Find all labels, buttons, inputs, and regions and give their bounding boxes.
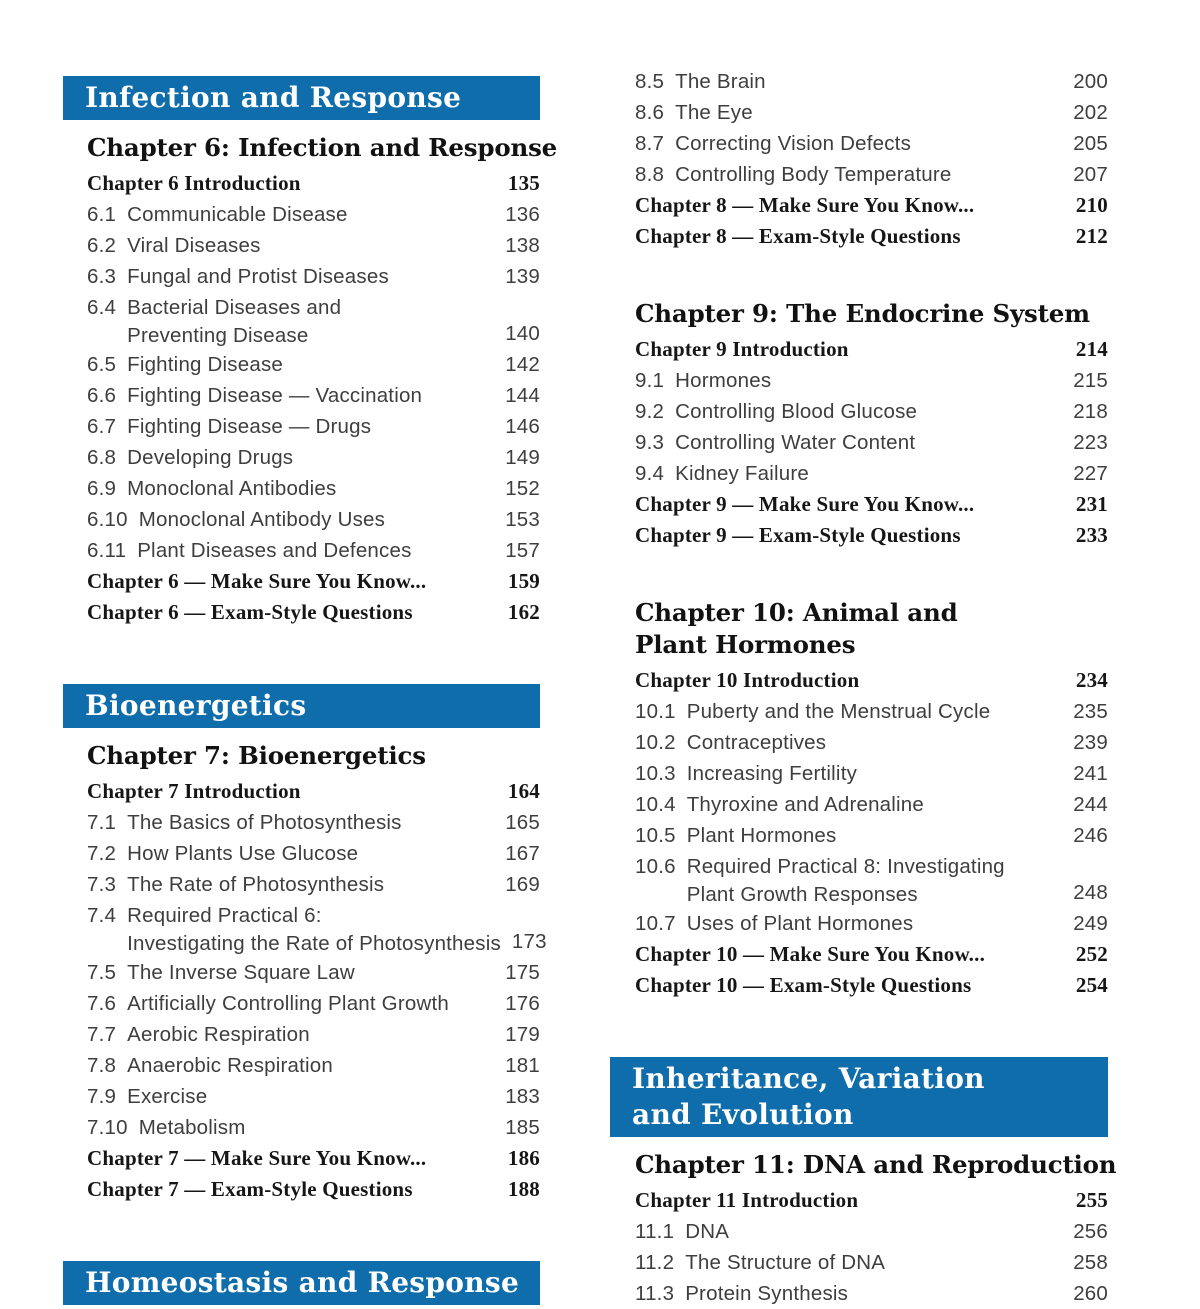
toc-entry-page: 260 bbox=[1073, 1282, 1108, 1305]
toc-entry-page: 233 bbox=[1075, 523, 1108, 547]
toc-row bbox=[635, 221, 1108, 252]
toc-entry-title: The Inverse Square Law bbox=[127, 961, 355, 984]
toc-entry-page: 135 bbox=[507, 171, 540, 195]
toc-entry-page: 241 bbox=[1073, 762, 1108, 785]
toc-entry-number: 11.3 bbox=[635, 1282, 675, 1305]
chapter-heading bbox=[635, 298, 1108, 330]
toc-entry-title: Fighting Disease — Drugs bbox=[127, 415, 372, 438]
toc-entry-page: 227 bbox=[1073, 462, 1108, 485]
toc-row bbox=[635, 520, 1108, 551]
section-banner-text: and Evolution bbox=[632, 1098, 854, 1131]
toc-entry-title: Chapter 7 — Exam-Style Questions bbox=[87, 1177, 413, 1201]
toc-entry-title: Correcting Vision Defects bbox=[675, 132, 912, 155]
toc-entry-page: 223 bbox=[1073, 431, 1108, 454]
toc-entry-title: Metabolism bbox=[138, 1116, 246, 1139]
toc-entry-title: Puberty and the Menstrual Cycle bbox=[686, 700, 991, 723]
toc-entry-page: 256 bbox=[1073, 1220, 1108, 1243]
toc-entry-page: 200 bbox=[1073, 70, 1108, 93]
toc-entry-number: 6.10 bbox=[87, 508, 128, 531]
toc-entry-title: How Plants Use Glucose bbox=[127, 842, 359, 865]
toc-row bbox=[87, 1050, 540, 1081]
toc-row bbox=[635, 851, 1108, 908]
toc-row bbox=[635, 128, 1108, 159]
toc-row bbox=[87, 473, 540, 504]
toc-entry-title: Chapter 11 Introduction bbox=[635, 1188, 859, 1212]
toc-entry-page: 202 bbox=[1073, 101, 1108, 124]
toc-row bbox=[87, 566, 540, 597]
toc-rows bbox=[87, 168, 540, 628]
toc-entry-number: 6.7 bbox=[87, 415, 117, 438]
toc-entry-title: Fungal and Protist Diseases bbox=[127, 265, 389, 288]
toc-entry-title: Viral Diseases bbox=[127, 234, 261, 257]
toc-rows bbox=[87, 776, 547, 1205]
toc-row bbox=[87, 838, 540, 869]
toc-entry-title: Chapter 10 — Make Sure You Know... bbox=[635, 942, 986, 966]
toc-entry-page: 252 bbox=[1075, 942, 1108, 966]
toc-entry-number: 7.5 bbox=[87, 961, 117, 984]
toc-entry-title: The Rate of Photosynthesis bbox=[127, 873, 385, 896]
toc-entry-number: 9.4 bbox=[635, 462, 665, 485]
toc-entry-title: Chapter 9 — Exam-Style Questions bbox=[635, 523, 961, 547]
toc-row bbox=[87, 900, 547, 957]
chapter-heading-text: Chapter 7: Bioenergetics bbox=[87, 741, 426, 770]
toc-entry-title: Controlling Body Temperature bbox=[675, 163, 952, 186]
toc-entry-number: 6.5 bbox=[87, 353, 117, 376]
toc-row bbox=[87, 411, 540, 442]
toc-entry-title: Chapter 7 — Make Sure You Know... bbox=[87, 1146, 427, 1170]
toc-entry-page: 146 bbox=[505, 415, 540, 438]
toc-entry-title: Plant Hormones bbox=[686, 824, 837, 847]
toc-entry-title: Monoclonal Antibody Uses bbox=[138, 508, 386, 531]
toc-entry-title: The Basics of Photosynthesis bbox=[127, 811, 402, 834]
toc-section bbox=[63, 1261, 540, 1305]
toc-entry-title: Controlling Water Content bbox=[675, 431, 916, 454]
toc-row bbox=[87, 535, 540, 566]
toc-rows bbox=[635, 334, 1108, 551]
toc-entry-page: 186 bbox=[507, 1146, 540, 1170]
toc-section bbox=[63, 684, 547, 1205]
toc-row bbox=[635, 970, 1108, 1001]
toc-entry-title: Chapter 6 Introduction bbox=[87, 171, 301, 195]
toc-entry-title: Aerobic Respiration bbox=[127, 1023, 310, 1046]
toc-row bbox=[635, 1185, 1108, 1216]
toc-entry-title: Uses of Plant Hormones bbox=[686, 912, 914, 935]
toc-entry-number: 7.7 bbox=[87, 1023, 117, 1046]
toc-entry-page: 138 bbox=[505, 234, 540, 257]
section-banner-text: Infection and Response bbox=[85, 81, 462, 114]
section-banner bbox=[610, 1057, 1108, 1137]
toc-entry-title: Protein Synthesis bbox=[685, 1282, 849, 1305]
toc-entry-page: 169 bbox=[505, 873, 540, 896]
toc-entry-page: 149 bbox=[505, 446, 540, 469]
toc-row bbox=[635, 696, 1108, 727]
toc-entry-page: 183 bbox=[505, 1085, 540, 1108]
toc-row bbox=[635, 427, 1108, 458]
toc-entry-page: 165 bbox=[505, 811, 540, 834]
toc-row bbox=[635, 1278, 1108, 1309]
toc-row bbox=[635, 727, 1108, 758]
toc-entry-number: 10.7 bbox=[635, 912, 676, 935]
toc-entry-number: 6.4 bbox=[87, 296, 117, 319]
toc-entry-number: 7.10 bbox=[87, 1116, 128, 1139]
toc-left-column bbox=[63, 0, 558, 1305]
toc-row bbox=[635, 758, 1108, 789]
toc-entry-title: Monoclonal Antibodies bbox=[127, 477, 337, 500]
toc-rows bbox=[635, 1185, 1108, 1309]
toc-entry-page: 215 bbox=[1073, 369, 1108, 392]
toc-row bbox=[635, 458, 1108, 489]
toc-entry-number: 7.1 bbox=[87, 811, 117, 834]
toc-entry-title: Artificially Controlling Plant Growth bbox=[127, 992, 449, 1015]
chapter-heading-text: Chapter 6: Infection and Response bbox=[87, 133, 558, 162]
toc-entry-page: 244 bbox=[1073, 793, 1108, 816]
toc-entry-page: 254 bbox=[1075, 973, 1108, 997]
toc-entry-title: Hormones bbox=[675, 369, 772, 392]
chapter-heading bbox=[87, 740, 540, 772]
toc-entry-title: Bacterial Diseases and Preventing Disease bbox=[127, 292, 494, 349]
toc-row bbox=[87, 776, 540, 807]
toc-entry-title: Fighting Disease — Vaccination bbox=[127, 384, 423, 407]
toc-entry-page: 188 bbox=[507, 1177, 540, 1201]
toc-entry-number: 7.2 bbox=[87, 842, 117, 865]
toc-entry-title: Developing Drugs bbox=[127, 446, 294, 469]
toc-entry-number: 8.8 bbox=[635, 163, 665, 186]
toc-entry-page: 214 bbox=[1075, 337, 1108, 361]
toc-entry-title: Chapter 8 — Make Sure You Know... bbox=[635, 193, 975, 217]
toc-row bbox=[87, 1112, 540, 1143]
toc-entry-title: Controlling Blood Glucose bbox=[675, 400, 918, 423]
toc-row bbox=[87, 442, 540, 473]
toc-entry-title: The Structure of DNA bbox=[685, 1251, 886, 1274]
toc-entry-title: Chapter 10 — Exam-Style Questions bbox=[635, 973, 972, 997]
toc-row bbox=[87, 1019, 540, 1050]
toc-row bbox=[87, 807, 540, 838]
toc-entry-page: 167 bbox=[505, 842, 540, 865]
toc-entry-title: Fighting Disease bbox=[127, 353, 283, 376]
toc-entry-number: 9.2 bbox=[635, 400, 665, 423]
toc-entry-page: 144 bbox=[505, 384, 540, 407]
toc-entry-number: 8.7 bbox=[635, 132, 665, 155]
toc-row bbox=[635, 190, 1108, 221]
section-banner-text: Inheritance, Variation bbox=[632, 1062, 985, 1095]
toc-entry-page: 179 bbox=[505, 1023, 540, 1046]
toc-entry-title: The Brain bbox=[675, 70, 766, 93]
toc-entry-title: Anaerobic Respiration bbox=[127, 1054, 334, 1077]
toc-entry-number: 7.8 bbox=[87, 1054, 117, 1077]
chapter-heading-text: Chapter 9: The Endocrine System bbox=[635, 299, 1090, 328]
toc-entry-page: 164 bbox=[507, 779, 540, 803]
toc-entry-page: 207 bbox=[1073, 163, 1108, 186]
toc-entry-page: 139 bbox=[505, 265, 540, 288]
toc-entry-page: 234 bbox=[1075, 668, 1108, 692]
toc-section bbox=[610, 66, 1108, 252]
toc-entry-page: 157 bbox=[505, 539, 540, 562]
toc-entry-title: Chapter 8 — Exam-Style Questions bbox=[635, 224, 961, 248]
toc-entry-title: Chapter 6 — Exam-Style Questions bbox=[87, 600, 413, 624]
toc-section bbox=[63, 76, 558, 628]
toc-entry-page: 181 bbox=[505, 1054, 540, 1077]
toc-entry-number: 6.11 bbox=[87, 539, 127, 562]
toc-entry-title: Chapter 9 Introduction bbox=[635, 337, 849, 361]
toc-entry-page: 212 bbox=[1075, 224, 1108, 248]
toc-entry-title: The Eye bbox=[675, 101, 753, 124]
toc-entry-title: Communicable Disease bbox=[127, 203, 348, 226]
toc-entry-page: 258 bbox=[1073, 1251, 1108, 1274]
toc-entry-title-continuation: Preventing Disease bbox=[127, 324, 309, 347]
section-banner bbox=[63, 1261, 540, 1305]
toc-row bbox=[635, 789, 1108, 820]
toc-row bbox=[87, 504, 540, 535]
toc-entry-page: 231 bbox=[1075, 492, 1108, 516]
toc-entry-number: 7.9 bbox=[87, 1085, 117, 1108]
toc-entry-title: Exercise bbox=[127, 1085, 208, 1108]
toc-row bbox=[87, 230, 540, 261]
chapter-heading bbox=[87, 132, 558, 164]
toc-entry-title: Required Practical 8: Investigating Plant Growth Responses bbox=[687, 851, 1062, 908]
toc-row bbox=[87, 1081, 540, 1112]
toc-row bbox=[87, 349, 540, 380]
toc-row bbox=[635, 1247, 1108, 1278]
toc-entry-title: Chapter 10 Introduction bbox=[635, 668, 860, 692]
chapter-heading bbox=[635, 1149, 1117, 1181]
chapter-heading-text: Chapter 11: DNA and Reproduction bbox=[635, 1150, 1117, 1179]
chapter-heading-text: Chapter 10: Animal and bbox=[635, 598, 958, 627]
toc-row bbox=[635, 820, 1108, 851]
toc-row bbox=[87, 869, 540, 900]
toc-rows bbox=[635, 665, 1108, 1001]
toc-entry-title: Plant Diseases and Defences bbox=[137, 539, 412, 562]
toc-entry-title: DNA bbox=[685, 1220, 730, 1243]
toc-entry-number: 10.5 bbox=[635, 824, 676, 847]
toc-entry-title: Thyroxine and Adrenaline bbox=[686, 793, 924, 816]
section-banner-text: Bioenergetics bbox=[85, 689, 307, 722]
toc-entry-page: 176 bbox=[505, 992, 540, 1015]
toc-entry-page: 162 bbox=[507, 600, 540, 624]
toc-entry-title: Chapter 9 — Make Sure You Know... bbox=[635, 492, 975, 516]
toc-row bbox=[635, 939, 1108, 970]
toc-entry-title: Required Practical 6: Investigating the Rate of Photosynthesis bbox=[127, 904, 501, 955]
toc-section bbox=[610, 298, 1108, 551]
toc-entry-title-continuation: Plant Growth Responses bbox=[686, 883, 918, 906]
toc-entry-number: 11.1 bbox=[635, 1220, 675, 1243]
toc-row bbox=[635, 665, 1108, 696]
toc-section bbox=[610, 597, 1108, 1001]
toc-row bbox=[635, 97, 1108, 128]
toc-rows bbox=[635, 66, 1108, 252]
toc-row bbox=[635, 66, 1108, 97]
toc-entry-number: 10.4 bbox=[635, 793, 676, 816]
toc-entry-page: 175 bbox=[505, 961, 540, 984]
toc-entry-number: 6.6 bbox=[87, 384, 117, 407]
toc-entry-number: 10.6 bbox=[635, 855, 676, 878]
toc-row bbox=[87, 168, 540, 199]
toc-entry-page: 136 bbox=[505, 203, 540, 226]
toc-row bbox=[635, 334, 1108, 365]
toc-entry-number: 6.9 bbox=[87, 477, 117, 500]
toc-entry-number: 10.1 bbox=[635, 700, 676, 723]
toc-entry-title: Increasing Fertility bbox=[686, 762, 858, 785]
toc-row bbox=[87, 199, 540, 230]
toc-entry-number: 9.1 bbox=[635, 369, 665, 392]
toc-entry-page: 235 bbox=[1073, 700, 1108, 723]
toc-entry-title: Chapter 6 — Make Sure You Know... bbox=[87, 569, 427, 593]
toc-entry-page: 210 bbox=[1075, 193, 1108, 217]
toc-entry-number: 8.6 bbox=[635, 101, 665, 124]
toc-entry-page: 152 bbox=[505, 477, 540, 500]
toc-entry-page: 218 bbox=[1073, 400, 1108, 423]
toc-entry-page: 255 bbox=[1075, 1188, 1108, 1212]
toc-row bbox=[87, 1174, 540, 1205]
toc-entry-page: 249 bbox=[1073, 912, 1108, 935]
toc-entry-number: 6.3 bbox=[87, 265, 117, 288]
toc-entry-title-continuation: Investigating the Rate of Photosynthesis bbox=[127, 932, 501, 955]
toc-entry-number: 7.6 bbox=[87, 992, 117, 1015]
toc-row bbox=[635, 396, 1108, 427]
toc-entry-page: 239 bbox=[1073, 731, 1108, 754]
toc-entry-page: 142 bbox=[505, 353, 540, 376]
toc-row bbox=[635, 1216, 1108, 1247]
toc-entry-title: Contraceptives bbox=[686, 731, 827, 754]
toc-entry-number: 10.3 bbox=[635, 762, 676, 785]
toc-entry-title: Chapter 7 Introduction bbox=[87, 779, 301, 803]
toc-row bbox=[87, 988, 540, 1019]
toc-entry-page: 153 bbox=[505, 508, 540, 531]
toc-entry-number: 11.2 bbox=[635, 1251, 675, 1274]
toc-entry-number: 7.4 bbox=[87, 904, 117, 927]
section-banner bbox=[63, 684, 540, 728]
toc-entry-number: 6.8 bbox=[87, 446, 117, 469]
toc-entry-page: 248 bbox=[1073, 881, 1108, 904]
toc-entry-number: 8.5 bbox=[635, 70, 665, 93]
section-banner-text: Homeostasis and Response bbox=[85, 1266, 520, 1299]
toc-row bbox=[87, 261, 540, 292]
toc-row bbox=[87, 957, 540, 988]
toc-entry-page: 173 bbox=[511, 930, 547, 953]
toc-row bbox=[635, 159, 1108, 190]
chapter-heading-text: Plant Hormones bbox=[635, 630, 856, 659]
toc-row bbox=[635, 489, 1108, 520]
toc-row bbox=[87, 597, 540, 628]
toc-entry-page: 246 bbox=[1073, 824, 1108, 847]
section-banner bbox=[63, 76, 540, 120]
toc-entry-number: 6.1 bbox=[87, 203, 117, 226]
toc-entry-number: 9.3 bbox=[635, 431, 665, 454]
toc-entry-page: 205 bbox=[1073, 132, 1108, 155]
chapter-heading bbox=[635, 597, 1108, 661]
toc-entry-number: 10.2 bbox=[635, 731, 676, 754]
toc-entry-number: 6.2 bbox=[87, 234, 117, 257]
toc-row bbox=[87, 292, 540, 349]
toc-row bbox=[87, 1143, 540, 1174]
toc-row bbox=[635, 908, 1108, 939]
toc-row bbox=[635, 365, 1108, 396]
toc-entry-page: 140 bbox=[505, 322, 540, 345]
toc-entry-page: 159 bbox=[507, 569, 540, 593]
toc-section bbox=[610, 1057, 1117, 1309]
toc-row bbox=[87, 380, 540, 411]
toc-entry-number: 7.3 bbox=[87, 873, 117, 896]
toc-entry-page: 185 bbox=[505, 1116, 540, 1139]
toc-right-column bbox=[610, 0, 1117, 1309]
toc-entry-title: Kidney Failure bbox=[675, 462, 809, 485]
